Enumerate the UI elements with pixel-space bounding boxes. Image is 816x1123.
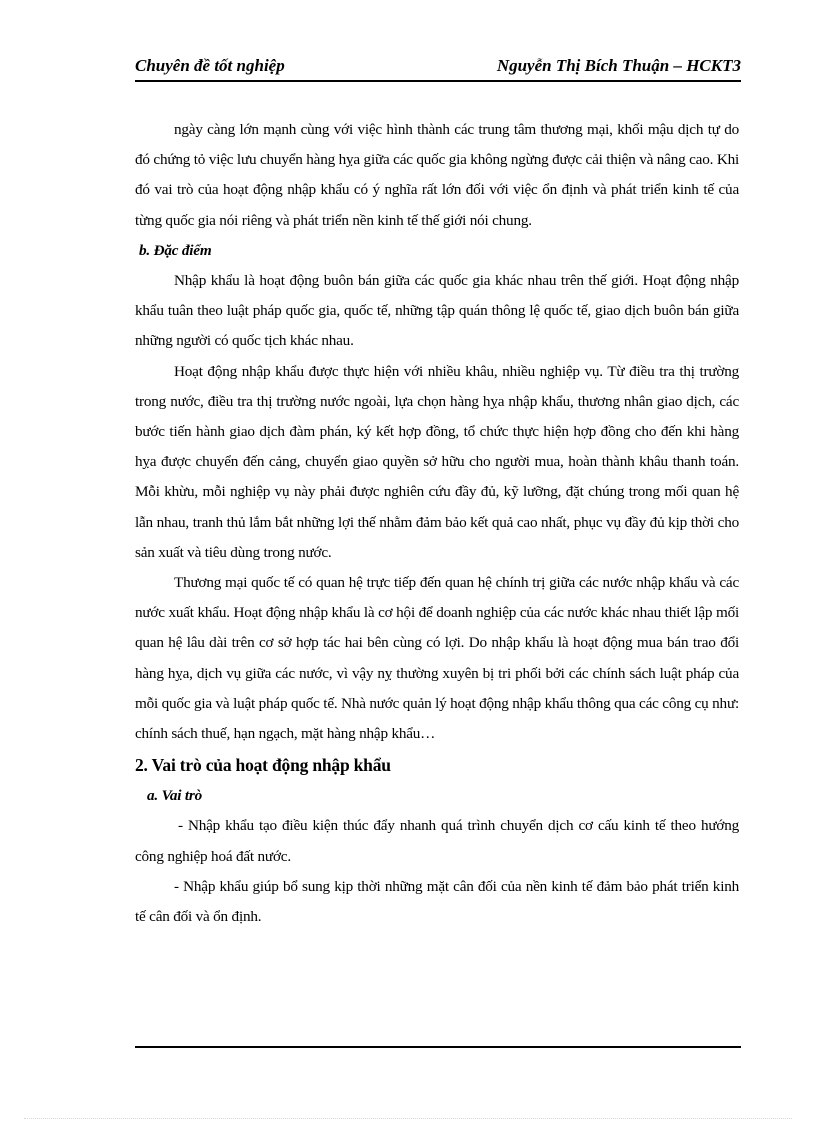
paragraph-4: Thương mại quốc tế có quan hệ trực tiếp đến quan hệ chính trị giữa các nước nhập khẩu và các nước xuất khẩu. Hoạt động nhập khẩu là cơ hội để doanh nghiệp của các nước khác nhau thiết lập mối quan hệ lâu dài trên cơ sở hợp tác hai bên cùng có lợi. Do nhập khẩu là hoạt động mua bán trao đổi hàng hỵa, dịch vụ giữa các nước, vì vậy nỵ thường xuyên bị tri phối bởi các chính sách luật pháp của mỗi quốc gia và luật pháp quốc tế. Nhà nước quản lý hoạt động nhập khẩu thông qua các công cụ như: chính sách thuế, hạn ngạch, mặt hàng nhập khẩu… (135, 574, 739, 743)
paragraph-1: ngày càng lớn mạnh cùng với việc hình thành các trung tâm thương mại, khối mậu dịch tự do đó chứng tỏ việc lưu chuyển hàng hỵa giữa các quốc gia không ngừng được cải thiện và nâng cao. Khi đó vai trò của hoạt động nhập khẩu có ý nghĩa rất lớn đối với việc ổn định và phát triển kinh tế của từng quốc gia nói riêng và phát triển nền kinh tế thế giới nói chung. (135, 121, 739, 229)
subheading-a: a. Vai trò (147, 787, 202, 805)
paragraph-6: - Nhập khẩu giúp bổ sung kịp thời những mặt cân đối của nền kinh tế đảm bảo phát triển kinh tế cân đối và ổn định. (135, 877, 739, 926)
document-body (135, 115, 739, 932)
page-header (135, 56, 741, 76)
header-divider (135, 80, 741, 82)
subheading-b: b. Đặc điểm (139, 241, 212, 259)
paragraph-2: Nhập khẩu là hoạt động buôn bán giữa các quốc gia khác nhau trên thế giới. Hoạt động nhập khẩu tuân theo luật pháp quốc gia, quốc tế, những tập quán thông lệ quốc tế, giao dịch buôn bán giữa những người có quốc tịch khác nhau. (135, 272, 739, 350)
paragraph-3: Hoạt động nhập khẩu được thực hiện với nhiều khâu, nhiều nghiệp vụ. Từ điều tra thị trường trong nước, điều tra thị trường nước ngoài, lựa chọn hàng hỵa nhập khẩu, thương nhân giao dịch, các bước tiến hành giao dịch đàm phán, ký kết hợp đồng, tổ chức thực hiện hợp đồng cho đến khi hàng hỵa được chuyển đến cảng, chuyển giao quyền sở hữu cho người mua, hoàn thành khâu thanh toán. Mỗi khừu, mỗi nghiệp vụ này phải được nghiên cứu đầy đủ, kỹ lưỡng, đặt chúng trong mối quan hệ lẫn nhau, tranh thủ lắm bắt những lợi thế nhằm đảm bảo kết quả cao nhất, phục vụ đầy đủ kịp thời cho sản xuất và tiêu dùng trong nước. (135, 362, 739, 561)
page-edge-dots (24, 1118, 792, 1119)
section-heading-2: 2. Vai trò của hoạt động nhập khẩu (135, 755, 391, 776)
header-title: Chuyên đề tốt nghiệp (135, 56, 285, 75)
footer-divider (135, 1046, 741, 1048)
paragraph-5: - Nhập khẩu tạo điều kiện thúc đẩy nhanh quá trình chuyển dịch cơ cấu kinh tế theo hướng công nghiệp hoá đất nước. (135, 817, 739, 865)
header-author: Nguyễn Thị Bích Thuận – HCKT3 (496, 56, 741, 75)
